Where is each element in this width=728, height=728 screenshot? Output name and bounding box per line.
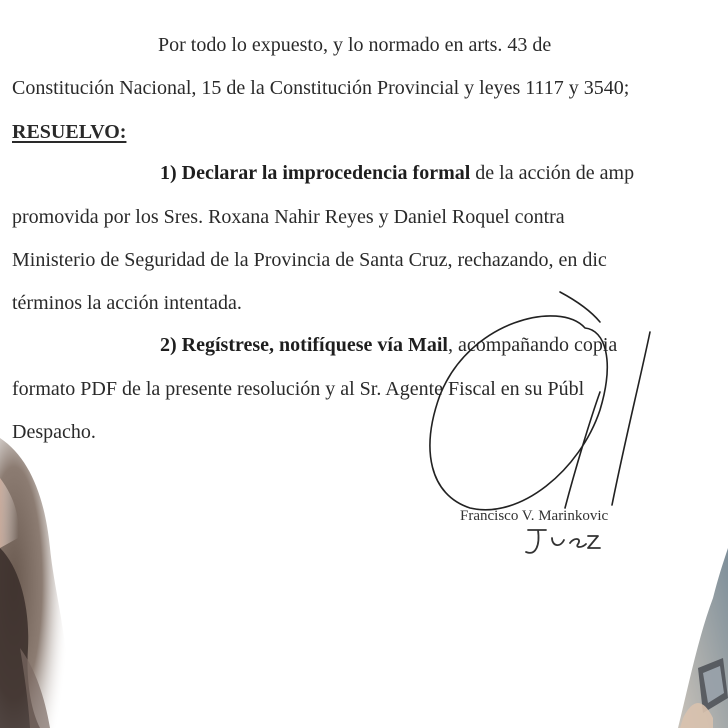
signature-loop [430, 316, 607, 510]
item-1-line-4: términos la acción intentada. [12, 292, 242, 314]
item-2-rest-text: , acompañando copia [447, 334, 618, 356]
item-1-line-3: Ministerio de Seguridad de la Provincia de Santa Cruz, rechazando, en dic [12, 249, 607, 271]
resolution-heading: RESUELVO: [12, 121, 127, 143]
signature-stroke-2 [612, 332, 650, 505]
paragraph-intro-line-1: Por todo lo expuesto, y lo normado en arts. 43 de [158, 34, 552, 56]
item-1-line-2: promovida por los Sres. Roxana Nahir Reyes y Daniel Roquel contra [12, 206, 565, 228]
item-2-line-2: formato PDF de la presente resolución y al Sr. Agente Fiscal en su Públ [12, 378, 585, 400]
item-2-line-3: Despacho. [12, 421, 96, 443]
photo-right-edge [668, 548, 728, 728]
photo-left-edge [0, 438, 110, 728]
item-1-bold-text: Declarar la improcedencia formal [181, 162, 471, 184]
item-2-number: 2) [160, 334, 177, 356]
item-1-number: 1) [160, 162, 177, 184]
signature-name: Francisco V. Marinkovic [460, 508, 609, 524]
signature-stroke-1 [565, 392, 600, 508]
item-1-rest-text: de la acción de amp [475, 162, 635, 184]
signature-title-juez [526, 530, 600, 553]
paragraph-intro-line-2: Constitución Nacional, 15 de la Constitución Provincial y leyes 1117 y 3540; [12, 77, 630, 99]
item-2-bold-text: Regístrese, notifíquese vía Mail [181, 334, 448, 356]
